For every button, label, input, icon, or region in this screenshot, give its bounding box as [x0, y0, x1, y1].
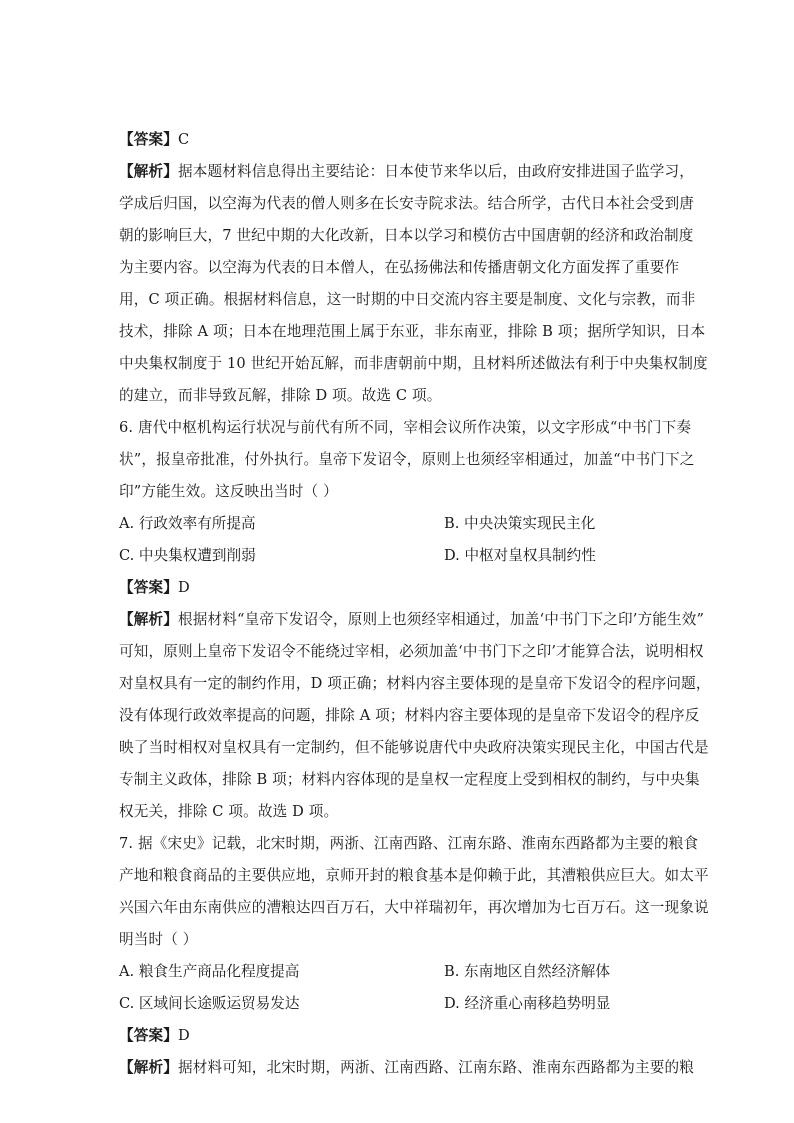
answer-tag: 【答案】 [119, 579, 178, 596]
analysis-text: 可知，原则上皇帝下发诏令不能绕过宰相，必须加盖‘中书门下之印’才能算合法，说明相权 [119, 643, 704, 660]
analysis-tag: 【解析】 [119, 163, 178, 180]
analysis-text: 技术，排除 A 项；日本在地理范围上属于东亚，非东南亚，排除 B 项；据所学知识，日本 [119, 323, 706, 340]
q7-stem: 明当时（ ） [119, 931, 198, 948]
answer-value: D [177, 1027, 190, 1044]
analysis-text: 为主要内容。以空海为代表的日本僧人，在弘扬佛法和传播唐朝文化方面发挥了重要作 [119, 259, 680, 276]
q6-analysis-line [119, 610, 705, 630]
analysis-text: 没有体现行政效率提高的问题，排除 A 项；材料内容主要体现的是皇帝下发诏令的程序反 [119, 707, 700, 724]
q6-stem: 6. 唐代中枢机构运行状况与前代有所不同，宰相会议所作决策，以文字形成“中书门下奏 [119, 419, 692, 436]
q5-analysis-line [119, 162, 695, 182]
q7-option-d: D. 经济重心南移趋势明显 [444, 995, 611, 1012]
analysis-text: 的建立，而非导致瓦解，排除 D 项。故选 C 项。 [119, 387, 442, 404]
answer-value: C [177, 131, 190, 148]
q7-option-a: A. 粮食生产商品化程度提高 [119, 963, 300, 980]
analysis-text: 据本题材料信息得出主要结论：日本使节来华以后，由政府安排进国子监学习， [177, 163, 695, 180]
analysis-text: 根据材料“皇帝下发诏令，原则上也须经宰相通过，加盖‘中书门下之印’方能生效” [177, 611, 705, 628]
q7-stem: 产地和粮食商品的主要供应地，京师开封的粮食基本是仰赖于此，其漕粮供应巨大。如太平 [119, 867, 709, 884]
analysis-text: 用，C 项正确。根据材料信息，这一时期的中日交流内容主要是制度、文化与宗教，而非 [119, 291, 696, 308]
analysis-text: 学成后归国，以空海为代表的僧人则多在长安寺院求法。结合所学，古代日本社会受到唐 [119, 195, 695, 212]
q6-option-a: A. 行政效率有所提高 [119, 515, 256, 532]
analysis-text: 朝的影响巨大，7 世纪中期的大化改新，日本以学习和模仿古中国唐朝的经济和政治制度 [119, 227, 694, 244]
answer-tag: 【答案】 [119, 1027, 178, 1044]
q6-option-d: D. 中枢对皇权具制约性 [444, 547, 596, 564]
answer-tag: 【答案】 [119, 131, 178, 148]
q6-stem: 状”，报皇帝批准，付外执行。皇帝下发诏令，原则上也须经宰相通过，加盖“中书门下之 [119, 451, 695, 468]
analysis-text: 对皇权具有一定的制约作用，D 项正确；材料内容主要体现的是皇帝下发诏令的程序问题， [119, 675, 711, 692]
q6-stem: 印”方能生效。这反映出当时（ ） [119, 483, 338, 500]
q7-option-c: C. 区域间长途贩运贸易发达 [119, 995, 300, 1012]
q7-stem: 7. 据《宋史》记载，北宋时期，两浙、江南西路、江南东路、淮南东西路都为主要的粮食 [119, 835, 699, 852]
q7-answer-line [119, 1026, 679, 1046]
q6-option-b: B. 中央决策实现民主化 [444, 515, 596, 532]
analysis-text: 映了当时相权对皇权具有一定制约，但不能够说唐代中央政府决策实现民主化，中国古代是 [119, 739, 709, 756]
analysis-text: 专制主义政体，排除 B 项；材料内容体现的是皇权一定程度上受到相权的制约，与中央集 [119, 771, 700, 788]
q7-analysis-line [119, 1058, 695, 1078]
analysis-text: 中央集权制度于 10 世纪开始瓦解，而非唐朝前中期，且材料所述做法有利于中央集权制度 [119, 355, 708, 372]
analysis-text: 权无关，排除 C 项。故选 D 项。 [119, 803, 339, 820]
answer-value: D [177, 579, 190, 596]
q7-option-b: B. 东南地区自然经济解体 [444, 963, 610, 980]
analysis-tag: 【解析】 [119, 611, 178, 628]
q6-answer-line [119, 578, 679, 598]
q5-answer-line [119, 130, 679, 150]
analysis-tag: 【解析】 [119, 1059, 178, 1076]
q7-stem: 兴国六年由东南供应的漕粮达四百万石，大中祥瑞初年，再次增加为七百万石。这一现象说 [119, 899, 709, 916]
q6-option-c: C. 中央集权遭到削弱 [119, 547, 256, 564]
analysis-text: 据材料可知，北宋时期，两浙、江南西路、江南东路、淮南东西路都为主要的粮 [177, 1059, 695, 1076]
